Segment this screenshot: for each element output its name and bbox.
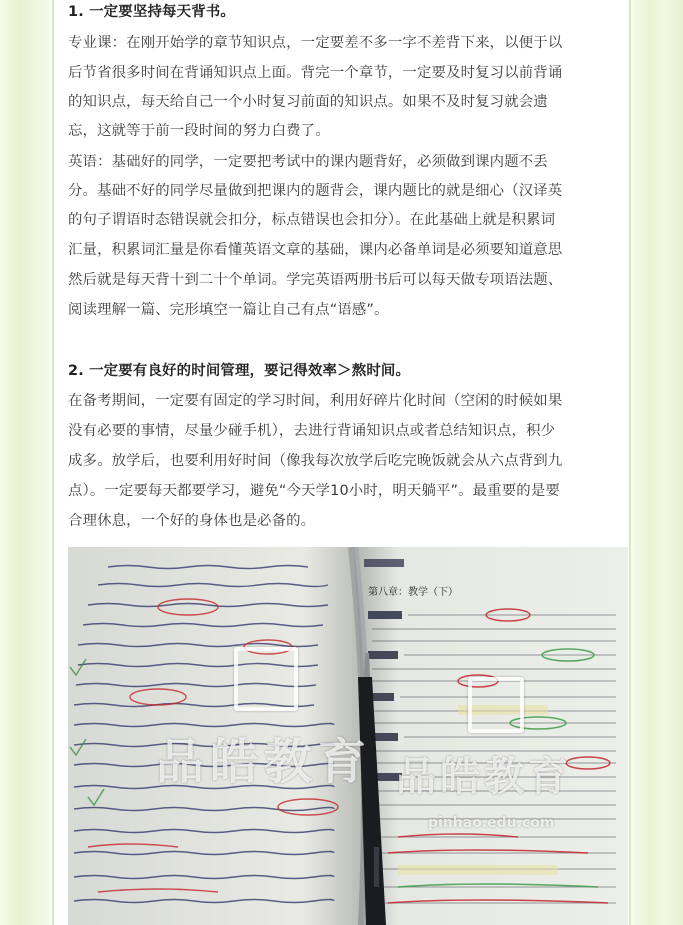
paragraph-line: 忘，这就等于前一段时间的努力白费了。 bbox=[68, 123, 330, 139]
left-border bbox=[52, 0, 54, 925]
watermark-text: 品皓教育 bbox=[396, 754, 572, 800]
watermark-text: 品皓教育 bbox=[156, 734, 373, 790]
paragraph-line: 专业课：在刚开始学的章节知识点，一定要差不多一字不差背下来，以便于以 bbox=[68, 35, 563, 51]
paragraph-line: 点）。一定要每天都要学习，避免“今天学10小时，明天躺平”。最重要的是要 bbox=[68, 483, 560, 499]
paragraph-line: 分。基础不好的同学尽量做到把课内的题背会，课内题比的就是细心（汉译英 bbox=[68, 183, 563, 199]
section-1-heading: 1. 一定要坚持每天背书。 bbox=[68, 4, 235, 20]
paragraph-line: 的知识点，每天给自己一个小时复习前面的知识点。如果不及时复习就会遗 bbox=[68, 94, 548, 110]
paragraph-line: 然后就是每天背十到二十个单词。学完英语两册书后可以每天做专项语法题、 bbox=[68, 272, 563, 288]
notebook-photo bbox=[68, 547, 628, 925]
paragraph-line: 阅读理解一篇、完形填空一篇让自己有点“语感”。 bbox=[68, 302, 389, 318]
paragraph-line: 的句子谓语时态错误就会扣分，标点错误也会扣分）。在此基础上就是积累词 bbox=[68, 212, 556, 228]
paragraph-line: 成多。放学后，也要利用好时间（像我每次放学后吃完晚饭就会从六点背到九 bbox=[68, 453, 563, 469]
book-page-heading: 第八章：教学（下） bbox=[368, 587, 458, 598]
section-2-heading: 2. 一定要有良好的时间管理，要记得效率＞熬时间。 bbox=[68, 363, 411, 379]
paragraph-line: 合理休息，一个好的身体也是必备的。 bbox=[68, 513, 316, 529]
right-border bbox=[629, 0, 631, 925]
paragraph-line: 在备考期间，一定要有固定的学习时间，利用好碎片化时间（空闲的时候如果 bbox=[68, 393, 563, 409]
paragraph-line: 英语：基础好的同学，一定要把考试中的课内题背好，必须做到课内题不丢 bbox=[68, 154, 548, 170]
watermark-url: pinhao.edu.com bbox=[428, 815, 555, 831]
watermark-logo-icon bbox=[468, 677, 524, 733]
paragraph-line: 汇量，积累词汇量是你看懂英语文章的基础，课内必备单词是必须要知道意思 bbox=[68, 242, 563, 258]
paragraph-line: 没有必要的事情，尽量少碰手机），去进行背诵知识点或者总结知识点，积少 bbox=[68, 423, 556, 439]
paragraph-line: 后节省很多时间在背诵知识点上面。背完一个章节，一定要及时复习以前背诵 bbox=[68, 65, 563, 81]
watermark-logo-icon bbox=[234, 647, 298, 711]
